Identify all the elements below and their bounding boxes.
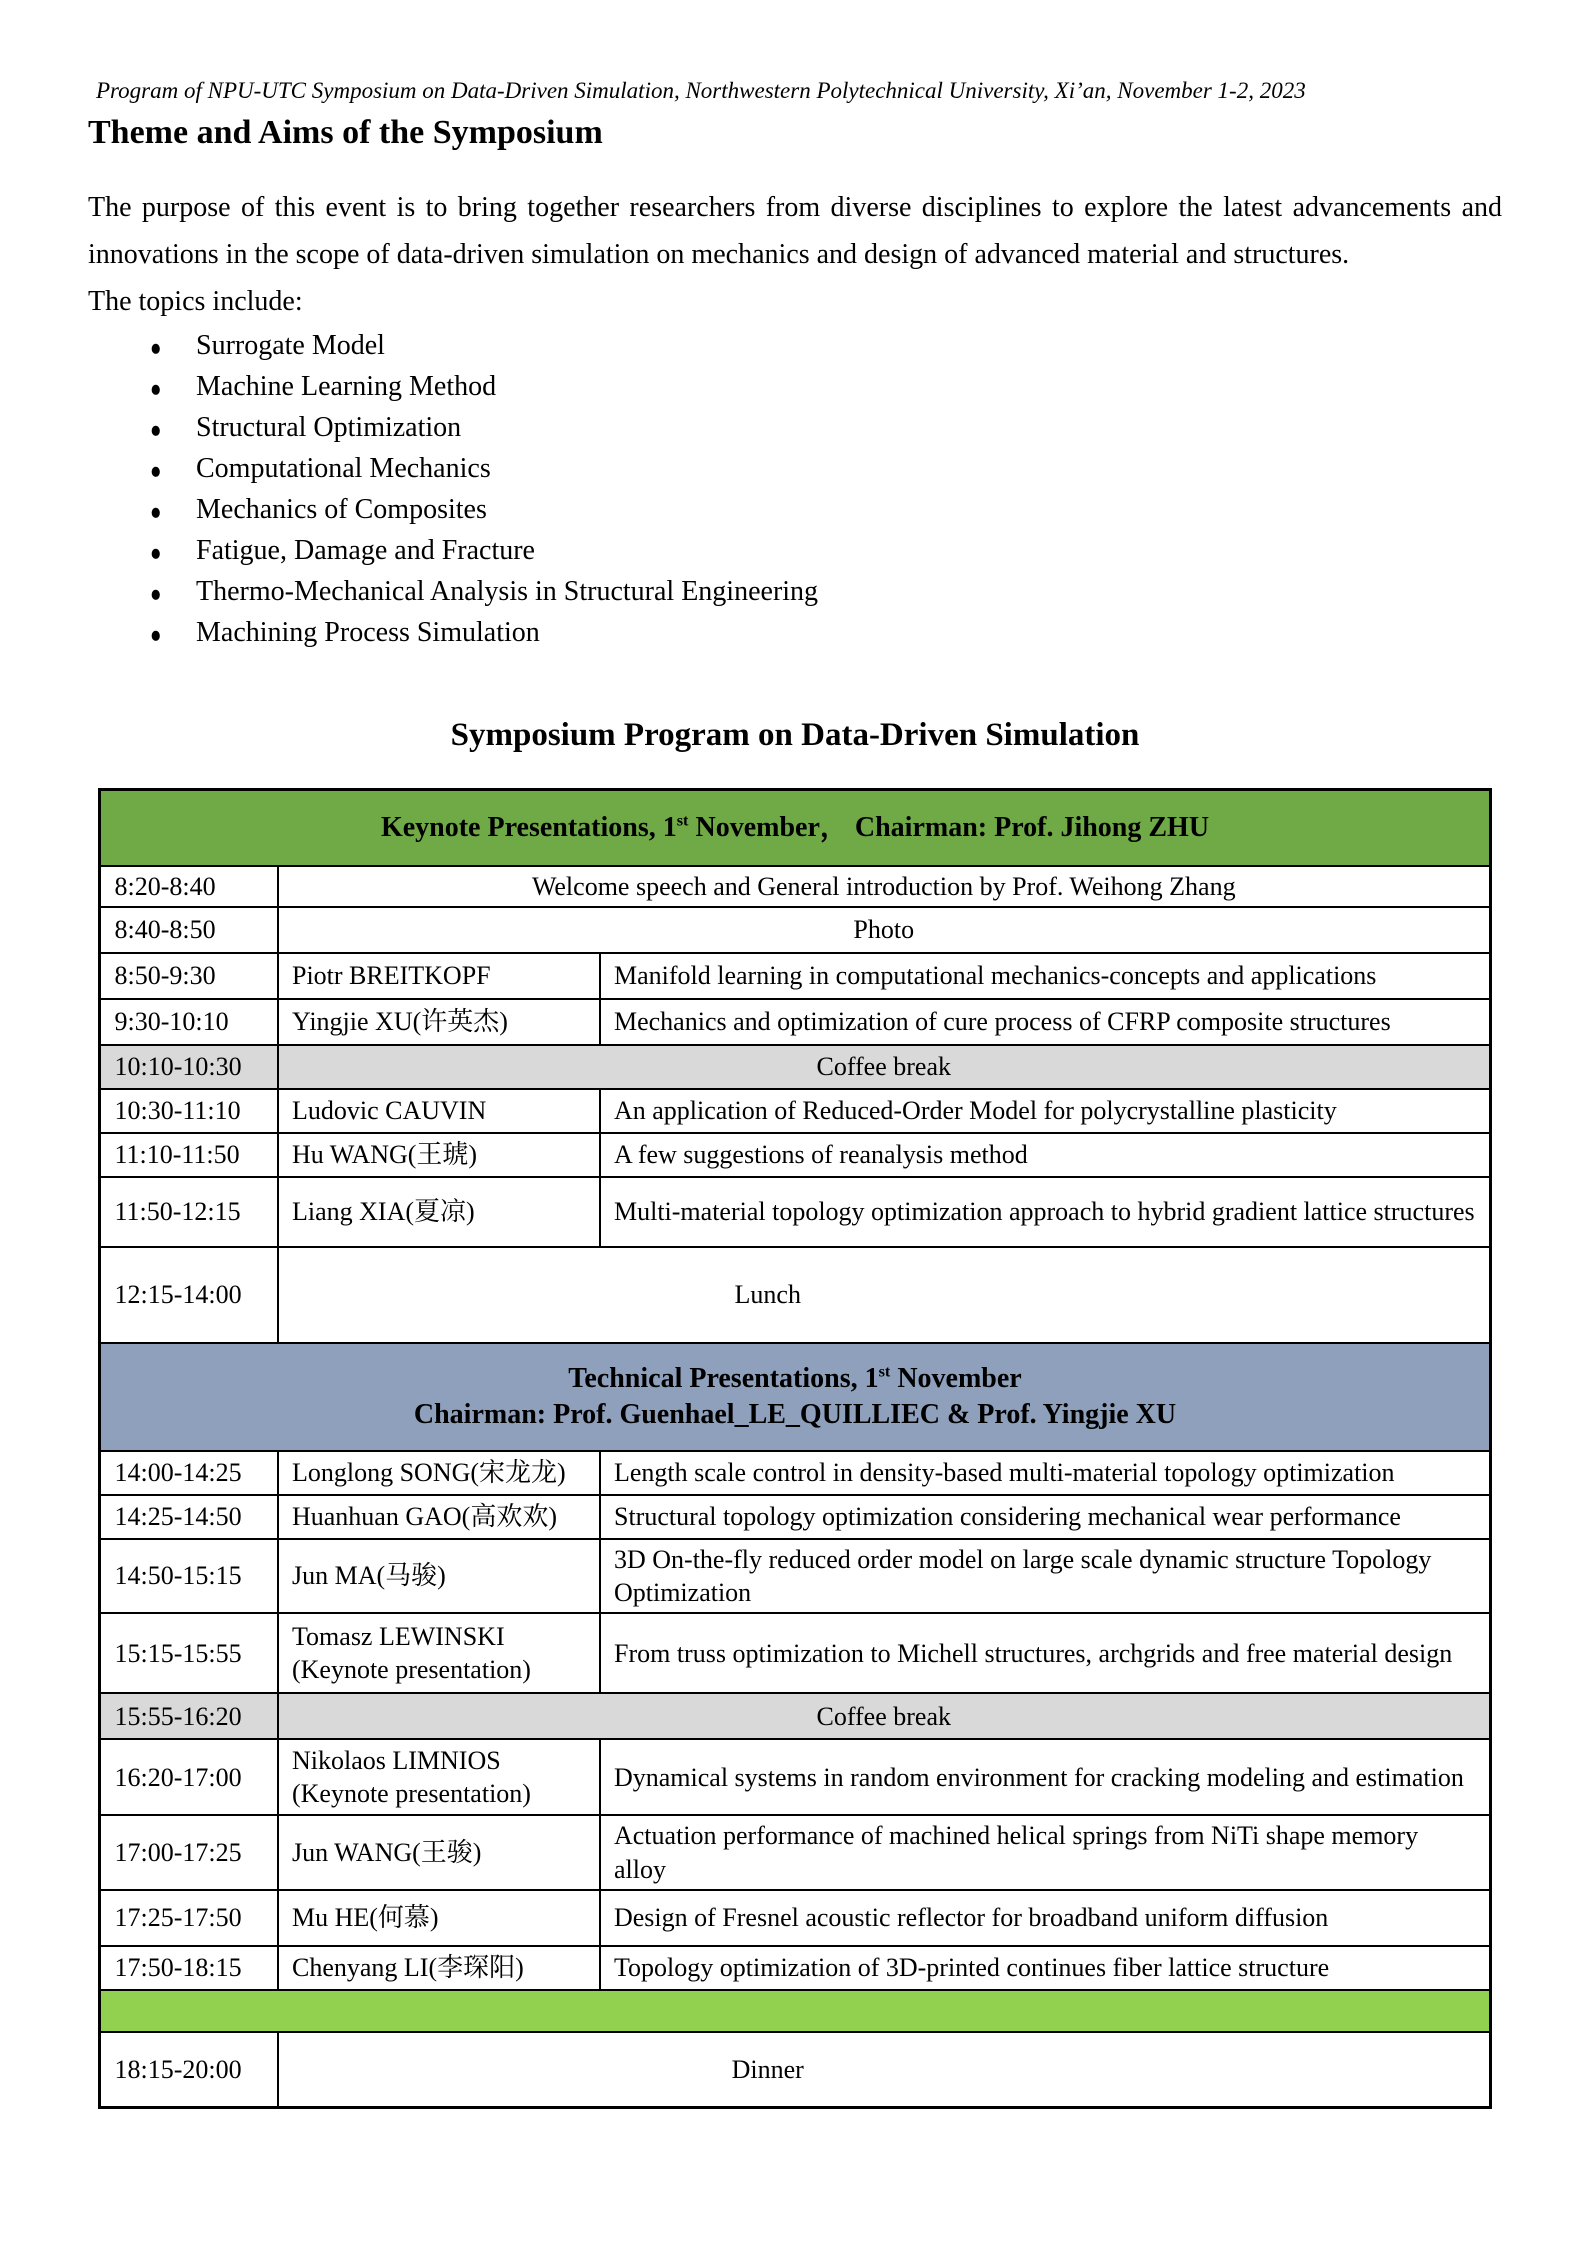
time-cell: 14:50-15:15: [100, 1539, 278, 1614]
talk-row: [100, 1177, 1490, 1247]
talk-row: [100, 1089, 1490, 1133]
speaker-name: Huanhuan GAO(高欢欢): [291, 1502, 557, 1532]
time-cell: 18:15-20:00: [100, 2032, 278, 2108]
bullet-icon: ●: [150, 622, 162, 649]
speaker-cell: [278, 999, 600, 1045]
speaker-cell: [278, 953, 600, 999]
bullet-icon: ●: [150, 376, 162, 403]
speaker-name: Ludovic CAUVIN: [291, 1096, 487, 1126]
topic-label: Fatigue, Damage and Fracture: [196, 535, 535, 566]
time-cell: 11:50-12:15: [100, 1177, 278, 1247]
speaker-cell: [278, 1133, 600, 1177]
topic-item: [150, 368, 1502, 409]
time-cell: 8:40-8:50: [100, 907, 278, 953]
talk-title-cell: Structural topology optimization considering mechanical wear performance: [600, 1495, 1490, 1539]
event-row: [100, 1247, 1490, 1343]
merged-event-cell: Coffee break: [278, 1045, 1490, 1089]
speaker-name: Mu HE(何慕): [291, 1903, 439, 1933]
program-table: [98, 788, 1491, 2109]
time-cell: 11:10-11:50: [100, 1133, 278, 1177]
session-title-text: November， Chairman: Prof. Jihong ZHU: [688, 811, 1210, 843]
time-cell: 14:00-14:25: [100, 1451, 278, 1495]
talk-title-cell: Topology optimization of 3D-printed continues fiber lattice structure: [600, 1946, 1490, 1990]
bullet-icon: ●: [150, 417, 162, 444]
program-title: Symposium Program on Data-Driven Simulation: [450, 717, 1140, 753]
talk-title-cell: Design of Fresnel acoustic reflector for broadband uniform diffusion: [600, 1890, 1490, 1946]
topic-label: Mechanics of Composites: [196, 494, 487, 525]
merged-event-cell: Coffee break: [278, 1693, 1490, 1739]
topic-label: Structural Optimization: [196, 412, 462, 443]
speaker-name: Jun MA(马骏): [291, 1561, 446, 1591]
talk-row: [100, 1815, 1490, 1890]
time-cell: 17:50-18:15: [100, 1946, 278, 1990]
speaker-name: Chenyang LI(李琛阳): [291, 1953, 524, 1983]
session-title-text: Technical Presentations, 1: [568, 1362, 879, 1394]
session-header-row: [100, 790, 1490, 866]
talk-row: [100, 1613, 1490, 1693]
time-cell: 8:50-9:30: [100, 953, 278, 999]
speaker-cell: [278, 1451, 600, 1495]
talk-title-cell: From truss optimization to Michell structures, archgrids and free material design: [600, 1613, 1490, 1693]
topic-item: [150, 450, 1502, 491]
bullet-icon: ●: [150, 499, 162, 526]
talk-title-cell: Multi-material topology optimization approach to hybrid gradient lattice structures: [600, 1177, 1490, 1247]
time-cell: 10:10-10:30: [100, 1045, 278, 1089]
spacer-cell: [100, 1990, 1490, 2032]
session-title-text: Chairman: Prof. Guenhael_LE_QUILLIEC & Prof. Yingjie XU: [413, 1398, 1177, 1430]
topic-item: [150, 573, 1502, 614]
topic-label: Machine Learning Method: [196, 371, 497, 402]
merged-event-cell: Welcome speech and General introduction by Prof. Weihong Zhang: [278, 866, 1490, 907]
ordinal-suffix: st: [676, 811, 689, 830]
event-row: [100, 1693, 1490, 1739]
speaker-cell: [278, 1946, 600, 1990]
talk-title-cell: An application of Reduced-Order Model for polycrystalline plasticity: [600, 1089, 1490, 1133]
talk-title-cell: Manifold learning in computational mechanics-concepts and applications: [600, 953, 1490, 999]
topic-item: [150, 532, 1502, 573]
time-cell: 8:20-8:40: [100, 866, 278, 907]
talk-row: [100, 1451, 1490, 1495]
talk-title-cell: Length scale control in density-based multi-material topology optimization: [600, 1451, 1490, 1495]
intro-paragraph: The purpose of this event is to bring together researchers from diverse disciplines to explore the latest advancements and innovations in the scope of data-driven simulation on mechanics and design of advanced material and structures.: [88, 192, 1502, 270]
bullet-icon: ●: [150, 335, 162, 362]
speaker-note: (Keynote presentation): [291, 1655, 531, 1685]
speaker-cell: [278, 1613, 600, 1693]
event-row: [100, 2032, 1490, 2108]
time-cell: 17:00-17:25: [100, 1815, 278, 1890]
session-title-line: [114, 1397, 1475, 1433]
speaker-cell: [278, 1089, 600, 1133]
event-row: [100, 866, 1490, 907]
speaker-name: Yingjie XU(许英杰): [291, 1007, 508, 1037]
topic-item: [150, 327, 1502, 368]
session-header-cell: [100, 790, 1490, 866]
talk-row: [100, 1946, 1490, 1990]
session-title-text: Keynote Presentations, 1: [380, 811, 677, 843]
theme-title: Theme and Aims of the Symposium: [88, 114, 603, 151]
speaker-cell: [278, 1739, 600, 1815]
speaker-cell: [278, 1890, 600, 1946]
merged-event-cell: Dinner: [278, 2032, 1490, 2108]
talk-title-cell: Mechanics and optimization of cure process of CFRP composite structures: [600, 999, 1490, 1045]
talk-title-cell: 3D On-the-fly reduced order model on large scale dynamic structure Topology Optimization: [600, 1539, 1490, 1614]
merged-event-cell: Photo: [278, 907, 1490, 953]
time-cell: 9:30-10:10: [100, 999, 278, 1045]
talk-title-cell: Dynamical systems in random environment for cracking modeling and estimation: [600, 1739, 1490, 1815]
speaker-name: Piotr BREITKOPF: [291, 961, 491, 991]
time-cell: 10:30-11:10: [100, 1089, 278, 1133]
topic-item: [150, 614, 1502, 655]
speaker-name: Jun WANG(王骏): [291, 1837, 482, 1867]
merged-event-cell: Lunch: [278, 1247, 1490, 1343]
speaker-name: Liang XIA(夏凉): [291, 1197, 475, 1227]
topics-list: [88, 327, 1502, 655]
speaker-cell: [278, 1815, 600, 1890]
talk-row: [100, 1133, 1490, 1177]
bullet-icon: ●: [150, 581, 162, 608]
speaker-note: (Keynote presentation): [291, 1779, 531, 1809]
ordinal-suffix: st: [878, 1362, 891, 1381]
talk-row: [100, 1890, 1490, 1946]
topic-item: [150, 491, 1502, 532]
talk-title-cell: A few suggestions of reanalysis method: [600, 1133, 1490, 1177]
session-title-line: [114, 810, 1475, 846]
speaker-cell: [278, 1539, 600, 1614]
speaker-cell: [278, 1495, 600, 1539]
time-cell: 14:25-14:50: [100, 1495, 278, 1539]
talk-row: [100, 1739, 1490, 1815]
topic-label: Machining Process Simulation: [196, 617, 540, 648]
session-title-text: November: [890, 1362, 1022, 1394]
topic-label: Computational Mechanics: [196, 453, 491, 484]
time-cell: 15:55-16:20: [100, 1693, 278, 1739]
talk-row: [100, 999, 1490, 1045]
speaker-name: Longlong SONG(宋龙龙): [291, 1458, 566, 1488]
talk-row: [100, 1539, 1490, 1614]
bullet-icon: ●: [150, 540, 162, 567]
running-header: Program of NPU-UTC Symposium on Data-Driven Simulation, Northwestern Polytechnical University, Xi’an, November 1-2, 2023: [96, 78, 1306, 103]
time-cell: 12:15-14:00: [100, 1247, 278, 1343]
topics-label: The topics include:: [88, 286, 303, 317]
session-title-line: [114, 1361, 1475, 1397]
event-row: [100, 907, 1490, 953]
topic-label: Thermo-Mechanical Analysis in Structural Engineering: [196, 576, 819, 607]
bullet-icon: ●: [150, 458, 162, 485]
talk-title-cell: Actuation performance of machined helical springs from NiTi shape memory alloy: [600, 1815, 1490, 1890]
spacer-row: [100, 1990, 1490, 2032]
time-cell: 15:15-15:55: [100, 1613, 278, 1693]
session-header-cell: [100, 1343, 1490, 1451]
topic-label: Surrogate Model: [196, 330, 385, 361]
session-header-row: [100, 1343, 1490, 1451]
topic-item: [150, 409, 1502, 450]
speaker-name: Nikolaos LIMNIOS: [291, 1746, 501, 1776]
speaker-cell: [278, 1177, 600, 1247]
time-cell: 17:25-17:50: [100, 1890, 278, 1946]
event-row: [100, 1045, 1490, 1089]
speaker-name: Tomasz LEWINSKI: [291, 1622, 505, 1652]
talk-row: [100, 1495, 1490, 1539]
speaker-name: Hu WANG(王琥): [291, 1140, 478, 1170]
time-cell: 16:20-17:00: [100, 1739, 278, 1815]
talk-row: [100, 953, 1490, 999]
